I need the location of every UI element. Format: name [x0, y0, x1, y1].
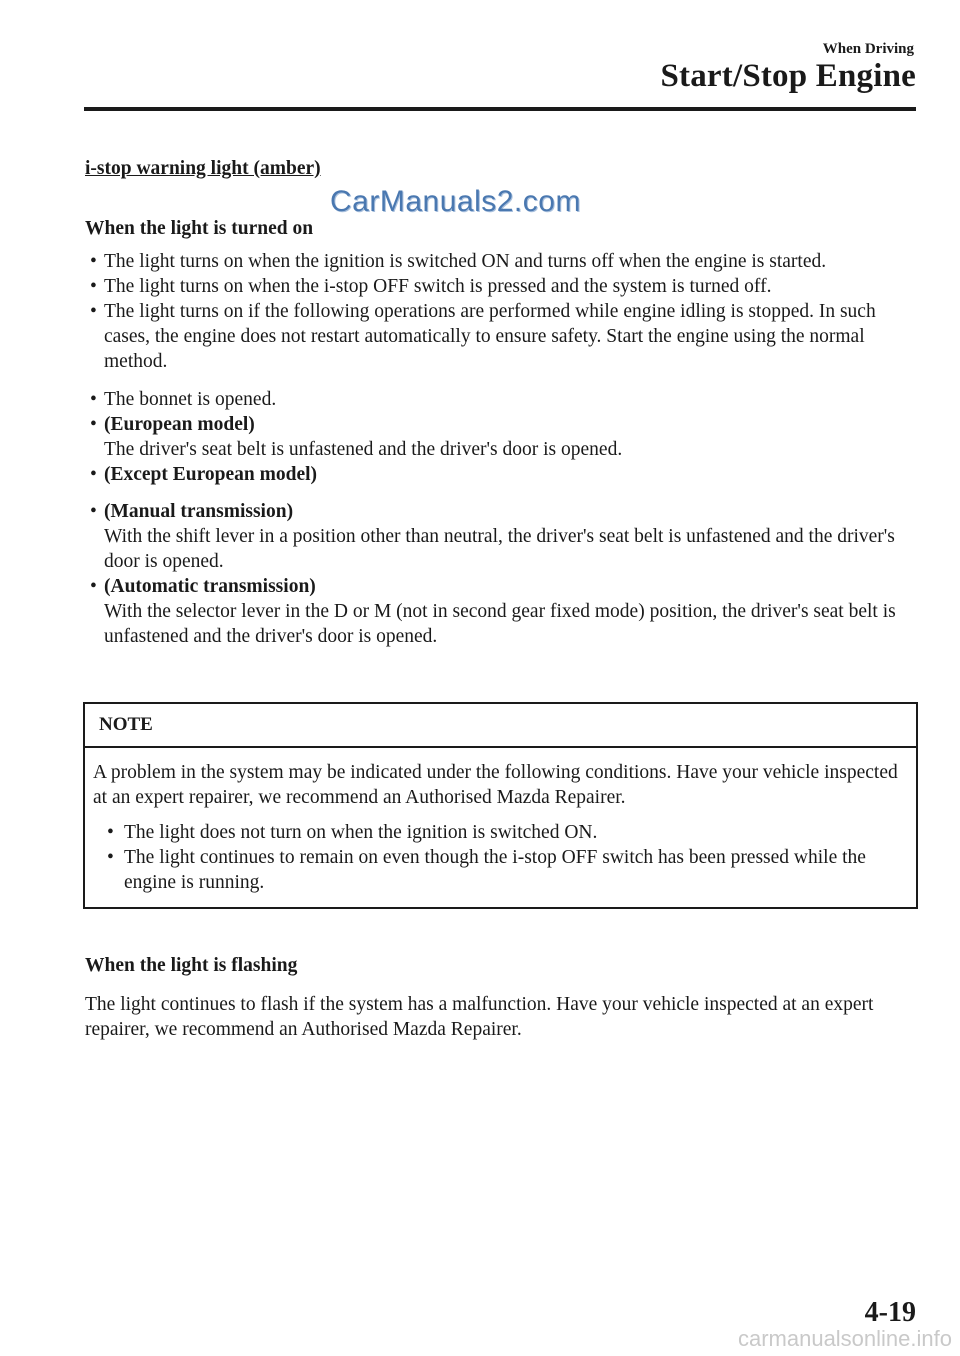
header-rule: [84, 107, 916, 111]
list-item: • (European model) The driver's seat belt is unfastened and the driver's door is opened.: [90, 414, 623, 460]
page-number: 4-19: [864, 1297, 916, 1328]
page-title: Start/Stop Engine: [660, 58, 916, 94]
bullet-icon: •: [90, 276, 97, 297]
bullet-icon: •: [90, 414, 97, 435]
footer-watermark: carmanualsonline.info: [737, 1326, 952, 1351]
bullet-icon: •: [90, 389, 97, 410]
list-item: • (Manual transmission) With the shift lever in a position other than neutral, the driver's seat belt is unfastened and the driver's door is opened.: [90, 501, 895, 572]
bullet-icon: •: [107, 822, 114, 843]
page-content: [85, 156, 915, 1042]
list-item: • The light turns on if the following operations are performed while engine idling is stopped. In such cases, the engine does not restart automatically to ensure safety. Start the engine using the normal method.: [90, 301, 876, 372]
note-title: NOTE: [85, 704, 916, 748]
subheading-flashing: When the light is flashing: [85, 955, 298, 976]
list-item: • The light turns on when the i-stop OFF switch is pressed and the system is turned off.: [90, 276, 772, 297]
note-list: [93, 820, 908, 895]
bullet-icon: •: [90, 464, 97, 485]
section-label: When Driving: [822, 41, 914, 57]
list-item: • The light does not turn on when the ignition is switched ON.: [107, 822, 598, 843]
turned-on-list: [85, 249, 915, 374]
list-item: [85, 462, 915, 487]
list-item: • The bonnet is opened.: [90, 389, 277, 410]
list-item: • The light turns on when the ignition is switched ON and turns off when the engine is started.: [90, 251, 827, 272]
automatic-transmission-label: (Automatic transmission): [104, 576, 316, 597]
bullet-icon: •: [90, 501, 97, 522]
note-intro: A problem in the system may be indicated under the following conditions. Have your vehicle inspected at an expert repairer, we recommend an Authorised Mazda Repairer.: [93, 762, 898, 808]
note-box: [83, 702, 918, 909]
bullet-icon: •: [107, 847, 114, 868]
note-body: [85, 748, 916, 907]
bullet-icon: •: [90, 576, 97, 597]
subheading-turned-on: When the light is turned on: [85, 218, 314, 239]
list-item: • The light continues to remain on even though the i-stop OFF switch has been pressed while the engine is running.: [107, 847, 866, 893]
bullet-icon: •: [90, 251, 97, 272]
list-item: • (Automatic transmission) With the selector lever in the D or M (not in second gear fixed mode) position, the driver's seat belt is unfastened and the driver's door is opened.: [90, 576, 896, 647]
except-european-label: (Except European model): [104, 464, 318, 485]
transmission-list: [85, 499, 915, 649]
flashing-text: The light continues to flash if the system has a malfunction. Have your vehicle inspected at an expert repairer, we recommend an Authorised Mazda Repairer.: [85, 994, 874, 1040]
operations-list: [85, 387, 915, 487]
bullet-icon: •: [90, 301, 97, 322]
european-model-label: (European model): [104, 414, 255, 435]
watermark-logo: CarManuals2.com: [330, 185, 581, 218]
manual-transmission-label: (Manual transmission): [104, 501, 294, 522]
section-heading: i-stop warning light (amber): [85, 158, 321, 179]
